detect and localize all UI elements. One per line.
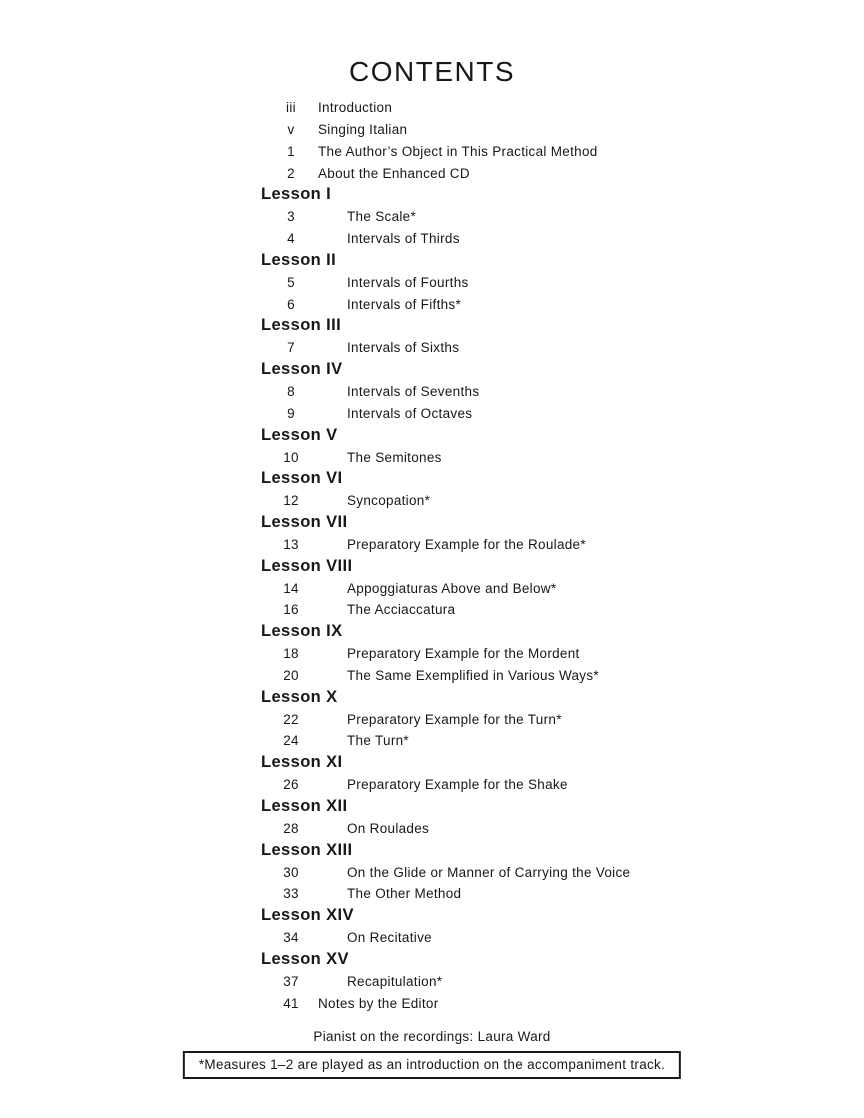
- entry-title: Preparatory Example for the Shake: [347, 777, 568, 793]
- toc-entry: [0, 447, 864, 469]
- page-number: 4: [287, 231, 295, 247]
- toc-entry: [0, 993, 864, 1015]
- lesson-heading-label: Lesson IV: [261, 360, 343, 379]
- toc-entry: [0, 381, 864, 403]
- page-number: 13: [283, 536, 299, 552]
- toc-entry: [0, 862, 864, 884]
- page-title: CONTENTS: [349, 56, 515, 87]
- toc-entry: [0, 883, 864, 905]
- page-number: 26: [283, 777, 299, 793]
- page-number: 7: [287, 340, 295, 356]
- page-number: 1: [287, 143, 295, 159]
- toc-lesson-heading: [0, 425, 864, 447]
- lesson-heading-label: Lesson XII: [261, 797, 348, 815]
- toc-lesson-heading: [0, 621, 864, 643]
- page-number: 14: [283, 580, 299, 596]
- lesson-heading-label: Lesson II: [261, 250, 337, 269]
- entry-title: The Scale*: [347, 209, 417, 225]
- page-number: 10: [283, 449, 299, 465]
- lesson-heading-label: Lesson XIII: [261, 840, 353, 859]
- toc-entry: [0, 206, 864, 228]
- lesson-heading-label: Lesson V: [261, 425, 338, 444]
- toc-lesson-heading: [0, 512, 864, 534]
- toc-entry: [0, 534, 864, 556]
- toc-lesson-heading: [0, 250, 864, 272]
- toc-entry: [0, 163, 864, 185]
- entry-title: Preparatory Example for the Mordent: [347, 646, 580, 662]
- page-number: 5: [287, 274, 295, 290]
- toc-lesson-heading: [0, 184, 864, 206]
- entry-title: The Other Method: [347, 886, 462, 902]
- entry-title: Intervals of Thirds: [347, 231, 460, 247]
- entry-title: Intervals of Sevenths: [347, 383, 480, 399]
- toc-entry: [0, 403, 864, 425]
- entry-title: On Roulades: [347, 820, 430, 836]
- entry-title: Notes by the Editor: [318, 995, 439, 1011]
- lesson-heading-label: Lesson VIII: [261, 556, 353, 575]
- lesson-heading-label: Lesson XIV: [261, 906, 354, 925]
- page-number: v: [287, 121, 295, 137]
- page-number: 24: [283, 733, 299, 749]
- toc-entry: [0, 272, 864, 294]
- toc-entry: [0, 97, 864, 119]
- toc-entry: [0, 730, 864, 752]
- lesson-heading-label: Lesson VII: [261, 513, 348, 532]
- toc-entry: [0, 228, 864, 250]
- entry-title: Preparatory Example for the Roulade*: [347, 536, 586, 552]
- toc-entry: [0, 141, 864, 163]
- entry-title: Appoggiaturas Above and Below*: [347, 580, 557, 596]
- page-number: iii: [286, 100, 296, 115]
- toc-entry: [0, 774, 864, 796]
- footnote-box: *Measures 1–2 are played as an introduction on the accompaniment track.: [183, 1051, 681, 1079]
- page-number: 34: [283, 930, 299, 946]
- toc-entry: [0, 337, 864, 359]
- toc-entry: [0, 665, 864, 687]
- toc-entry: [0, 599, 864, 621]
- page-number: 2: [287, 165, 295, 181]
- entry-title: On the Glide or Manner of Carrying the Voice: [347, 864, 631, 880]
- lesson-heading-label: Lesson IX: [261, 622, 343, 641]
- toc-lesson-heading: [0, 840, 864, 862]
- toc-lesson-heading: [0, 752, 864, 774]
- entry-title: Syncopation*: [347, 493, 431, 509]
- toc-entry: [0, 709, 864, 731]
- entry-title: Preparatory Example for the Turn*: [347, 711, 562, 727]
- toc-lesson-heading: [0, 359, 864, 381]
- entry-title: Intervals of Fifths*: [347, 296, 462, 312]
- toc-entry: [0, 643, 864, 665]
- toc-entry: [0, 818, 864, 840]
- toc-entry: [0, 294, 864, 316]
- page-number: 3: [287, 209, 295, 225]
- page-number: 30: [283, 864, 299, 880]
- entry-title: Singing Italian: [318, 121, 408, 137]
- page-number: 8: [287, 383, 295, 399]
- toc-lesson-heading: [0, 905, 864, 927]
- page-number: 16: [283, 602, 299, 618]
- toc-list: [0, 97, 864, 1014]
- toc-lesson-heading: [0, 468, 864, 490]
- page-number: 28: [283, 820, 299, 836]
- toc-entry: [0, 971, 864, 993]
- entry-title: The Semitones: [347, 449, 442, 465]
- page-number: 6: [287, 296, 295, 312]
- lesson-heading-label: Lesson XI: [261, 753, 343, 772]
- toc-entry: [0, 927, 864, 949]
- entry-title: About the Enhanced CD: [318, 165, 470, 181]
- entry-title: The Author’s Object in This Practical Method: [318, 143, 598, 159]
- page-number: 33: [283, 886, 299, 902]
- entry-title: On Recitative: [347, 930, 432, 946]
- entry-title: Recapitulation*: [347, 973, 443, 989]
- lesson-heading-label: Lesson I: [261, 185, 332, 204]
- page-number: 18: [283, 646, 299, 662]
- toc-entry: [0, 490, 864, 512]
- toc-lesson-heading: [0, 556, 864, 578]
- page-number: 37: [283, 973, 299, 989]
- page-number: 41: [283, 995, 299, 1011]
- page-number: 12: [283, 493, 299, 509]
- entry-title: Intervals of Fourths: [347, 274, 469, 290]
- lesson-heading-label: Lesson XV: [261, 949, 349, 968]
- page-number: 20: [283, 667, 299, 683]
- lesson-heading-label: Lesson VI: [261, 469, 343, 488]
- entry-title: The Same Exemplified in Various Ways*: [347, 667, 599, 683]
- pianist-credit: Pianist on the recordings: Laura Ward: [313, 1029, 551, 1044]
- entry-title: Intervals of Octaves: [347, 405, 473, 421]
- toc-lesson-heading: [0, 315, 864, 337]
- entry-title: The Acciaccatura: [347, 602, 456, 618]
- entry-title: The Turn*: [347, 733, 409, 749]
- lesson-heading-label: Lesson X: [261, 687, 338, 706]
- page-number: 22: [283, 711, 299, 727]
- lesson-heading-label: Lesson III: [261, 316, 342, 335]
- page-number: 9: [287, 405, 295, 421]
- toc-lesson-heading: [0, 949, 864, 971]
- toc-entry: [0, 578, 864, 600]
- toc-lesson-heading: [0, 687, 864, 709]
- entry-title: Intervals of Sixths: [347, 340, 460, 356]
- toc-entry: [0, 119, 864, 141]
- toc-lesson-heading: [0, 796, 864, 818]
- entry-title: Introduction: [318, 100, 393, 115]
